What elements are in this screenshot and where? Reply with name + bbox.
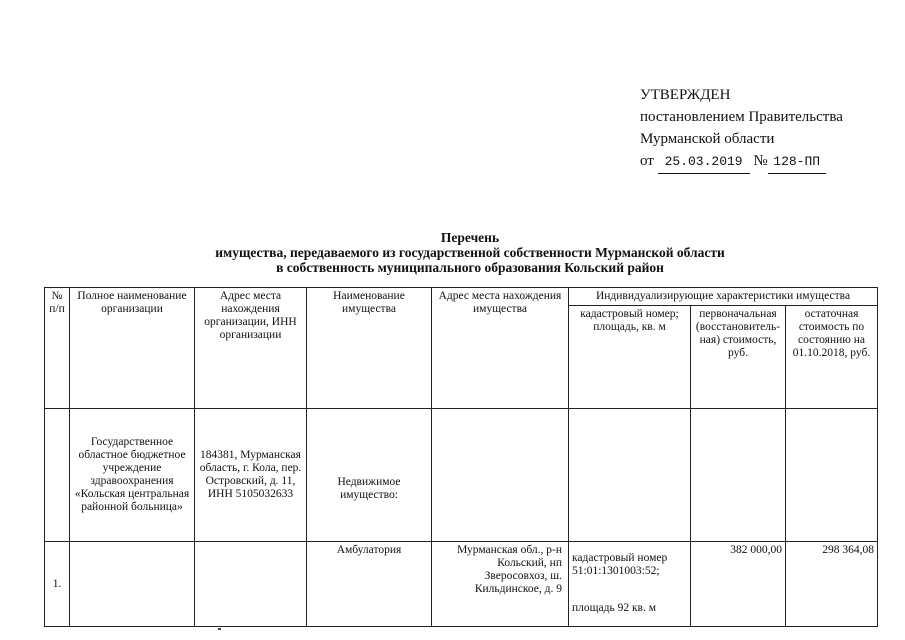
header-characteristics: Индивидуализирующие характеристики имущества xyxy=(569,288,878,306)
row-initial-cost-cell: 382 000,00 xyxy=(691,542,786,627)
header-org-address: Адрес места нахождения организации, ИНН организации xyxy=(195,288,307,409)
heading-title: Перечень xyxy=(440,230,500,245)
org-row-num-cell xyxy=(45,409,70,542)
header-org-name: Полное наименование организации xyxy=(70,288,195,409)
header-property-address: Адрес места нахождения имущества xyxy=(432,288,569,409)
org-row-empty-cell-4 xyxy=(786,409,878,542)
approval-title: УТВЕРЖДЕН xyxy=(640,87,731,103)
org-row-empty-cell-3 xyxy=(691,409,786,542)
header-initial-cost: первоначальная (восстановитель-ная) стоимость, руб. xyxy=(691,306,786,409)
approval-line-1: постановлением Правительства xyxy=(640,109,843,125)
heading-line-2: в собственность муниципального образования Кольский район xyxy=(276,260,664,275)
row-property-name-cell: Амбулатория xyxy=(307,542,432,627)
org-row-empty-cell-1 xyxy=(432,409,569,542)
org-address-cell: 184381, Мурманская область, г. Кола, пер. Островский, д. 11, ИНН 5105032633 xyxy=(195,409,307,542)
header-cadastral: кадастровый номер; площадь, кв. м xyxy=(569,306,691,409)
header-property-name: Наименование имущества xyxy=(307,288,432,409)
table-row xyxy=(45,542,878,627)
header-num: № п/п xyxy=(45,288,70,409)
row-property-address-cell: Мурманская обл., р-н Кольский, нп Зверосовхоз, ш. Кильдинское, д. 9 xyxy=(432,542,569,627)
table-row-organization xyxy=(45,409,878,542)
approval-date: 25.03.2019 xyxy=(658,151,750,174)
approval-date-line xyxy=(640,150,843,174)
row-cadastral-number: кадастровый номер 51:01:1301003:52; xyxy=(572,552,668,577)
heading-line-1: имущества, передаваемого из государственной собственности Мурманской области xyxy=(215,245,725,260)
row-area: площадь 92 кв. м xyxy=(572,602,656,614)
row-org-name-cell xyxy=(70,542,195,627)
approval-line-2: Мурманской области xyxy=(640,131,775,147)
org-row-empty-cell-2 xyxy=(569,409,691,542)
approval-date-prefix: от xyxy=(640,153,654,169)
scan-speck xyxy=(218,628,221,630)
row-org-address-cell xyxy=(195,542,307,627)
header-residual-cost: остаточная стоимость по состоянию на 01.10.2018, руб. xyxy=(786,306,878,409)
approval-number: 128-ПП xyxy=(768,151,826,174)
property-group-cell: Недвижимое имущество: xyxy=(307,409,432,542)
approval-block xyxy=(640,84,843,174)
org-name-cell: Государственное областное бюджетное учреждение здравоохранения «Кольская центральная районной больница» xyxy=(70,409,195,542)
property-table xyxy=(44,287,878,627)
row-residual-cost-cell: 298 364,08 xyxy=(786,542,878,627)
approval-number-prefix: № xyxy=(753,153,768,169)
row-num-cell: 1. xyxy=(45,542,70,627)
document-heading xyxy=(150,230,790,275)
row-cadastral-cell xyxy=(569,542,691,627)
